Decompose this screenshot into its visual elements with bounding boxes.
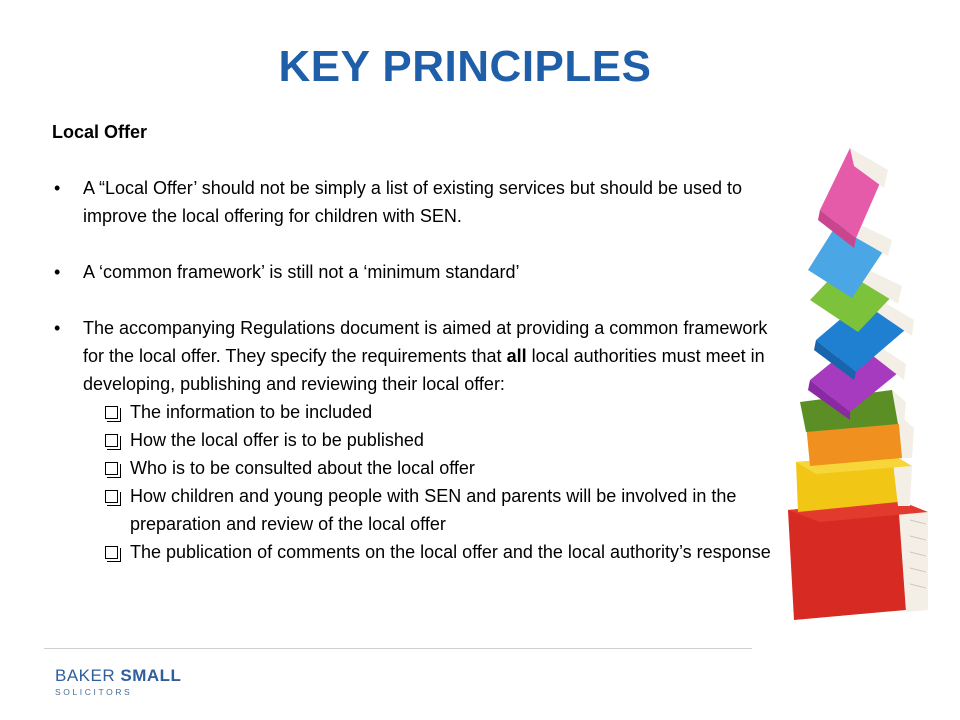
book-red [788,500,928,620]
book-pink [818,148,888,248]
slide-content [52,118,792,566]
sub-bullet-text: How the local offer is to be published [130,430,424,450]
sub-bullet-item [52,482,792,538]
sub-bullet-item [52,426,792,454]
section-subheading: Local Offer [52,122,148,142]
sub-bullet-text: How children and young people with SEN and parents will be involved in the preparation and review of the local offer [130,486,737,534]
logo-word-1: BAKER [55,666,116,685]
sub-bullet-item [52,538,792,566]
checkbox-bullet-icon [105,462,118,475]
sub-bullet-text: Who is to be consulted about the local offer [130,458,475,478]
bullet-item [52,258,792,286]
sub-bullet-text: The publication of comments on the local offer and the local authority’s response [130,542,771,562]
sub-bullet-text: The information to be included [130,402,373,422]
checkbox-bullet-icon [105,434,118,447]
sub-bullet-item [52,454,792,482]
checkbox-bullet-icon [105,490,118,503]
footer-divider [44,648,752,649]
bullet-item [52,314,792,398]
bullet-text: The accompanying Regulations document is aimed at providing a common framework for the local offer. They specify the requirements that [83,318,768,366]
checkbox-bullet-icon [105,546,118,559]
logo-word-2: SMALL [120,666,182,685]
company-logo [55,667,181,697]
bullet-item [52,174,792,230]
bullet-text: local authorities must meet in developing, publishing and reviewing their local offer: [83,346,765,394]
emphasis-text: all [506,346,527,366]
book-stack-illustration [780,140,930,650]
slide-title: KEY PRINCIPLES [278,42,652,91]
bullet-text: A ‘common framework’ is still not a ‘minimum standard’ [83,262,520,282]
bullet-text: A “Local Offer’ should not be simply a list of existing services but should be used to improve the local offering for children with SEN. [83,178,743,226]
checkbox-bullet-icon [105,406,118,419]
logo-subtitle: SOLICITORS [55,687,133,697]
sub-bullet-item [52,398,792,426]
